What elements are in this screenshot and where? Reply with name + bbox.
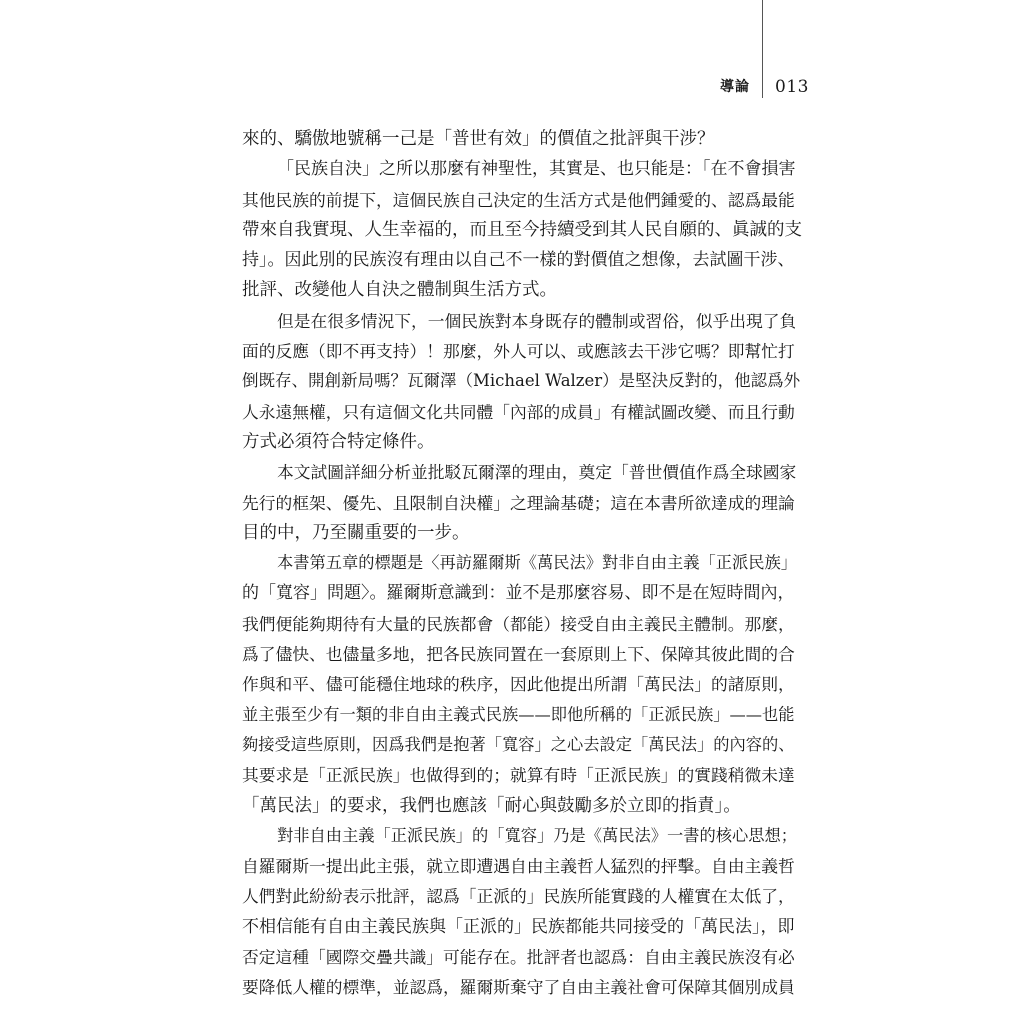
- text-line: 其他民族的前提下，這個民族自己決定的生活方式是他們鍾愛的、認爲最能: [242, 189, 795, 210]
- text-line: 其要求是「正派民族」也做得到的；就算有時「正派民族」的實踐稍微未達: [242, 765, 795, 786]
- text-line: 人們對此紛紛表示批評，認爲「正派的」民族所能實踐的人權實在太低了，: [242, 886, 795, 907]
- page-number: 013: [775, 77, 809, 97]
- text-line: 並主張至少有一類的非自由主義式民族——即他所稱的「正派民族」——也能: [242, 704, 795, 724]
- text-line: 「民族自決」之所以那麼有神聖性，其實是、也只能是：「在不會損害: [277, 159, 796, 180]
- text-line: 作與和平、儘可能穩住地球的秩序，因此他提出所謂「萬民法」的諸原則，: [242, 674, 795, 695]
- text-line: 先行的框架、優先、且限制自決權」之理論基礎；這在本書所欲達成的理論: [242, 492, 795, 513]
- text-line: 目的中，乃至關重要的一步。: [242, 522, 470, 543]
- text-line: 自羅爾斯一提出此主張，就立即遭遇自由主義哲人猛烈的抨擊。自由主義哲: [242, 856, 795, 877]
- text-line: 倒既存、開創新局嗎？瓦爾澤（Michael Walzer）是堅決反對的，他認爲外: [242, 371, 801, 391]
- text-line: 持」。因此別的民族沒有理由以自己不一樣的對價值之想像，去試圖干涉、: [242, 250, 795, 271]
- text-line: 「萬民法」的要求，我們也應該「耐心與鼓勵多於立即的指責」。: [242, 795, 741, 816]
- text-line: 對非自由主義「正派民族」的「寬容」乃是《萬民法》一書的核心思想；: [277, 825, 797, 845]
- body-text: [242, 124, 802, 1003]
- text-line: 的「寬容」問題〉。羅爾斯意識到：並不是那麼容易、即不是在短時間內，: [242, 583, 795, 604]
- text-line: 面的反應（即不再支持）！那麼，外人可以、或應該去干涉它嗎？即幫忙打: [242, 341, 795, 362]
- text-line: 人永遠無權，只有這個文化共同體「內部的成員」有權試圖改變、而且行動: [242, 401, 795, 422]
- text-line: 爲了儘快、也儘量多地，把各民族同置在一套原則上下、保障其彼此間的合: [242, 644, 795, 665]
- text-line: 不相信能有自由主義民族與「正派的」民族都能共同接受的「萬民法」，即: [242, 916, 795, 937]
- text-line: 本書第五章的標題是〈再訪羅爾斯《萬民法》對非自由主義「正派民族」: [277, 553, 797, 573]
- text-line: 要降低人權的標準，並認爲，羅爾斯棄守了自由主義社會可保障其個別成員: [242, 977, 795, 998]
- running-header: [0, 74, 1024, 100]
- section-title: 導論: [720, 79, 750, 95]
- text-line: 本文試圖詳細分析並批駁瓦爾澤的理由，奠定「普世價值作爲全球國家: [277, 462, 797, 483]
- text-line: 夠接受這些原則，因爲我們是抱著「寬容」之心去設定「萬民法」的內容的、: [242, 734, 795, 754]
- text-line: 否定這種「國際交疊共識」可能存在。批評者也認爲：自由主義民族沒有必: [242, 947, 795, 968]
- text-line: 批評、改變他人自決之體制與生活方式。: [242, 280, 557, 301]
- text-line: 來的、驕傲地號稱一己是「普世有效」的價值之批評與干涉？: [242, 129, 715, 149]
- text-line: 方式必須符合特定條件。: [242, 431, 435, 452]
- text-line: 帶來自我實現、人生幸福的，而且至今持續受到其人民自願的、眞誠的支: [242, 219, 802, 240]
- text-line: 但是在很多情況下，一個民族對本身既存的體制或習俗，似乎出現了負: [277, 310, 797, 331]
- text-line: 我們便能夠期待有大量的民族都會（都能）接受自由主義民主體制。那麼，: [242, 613, 795, 634]
